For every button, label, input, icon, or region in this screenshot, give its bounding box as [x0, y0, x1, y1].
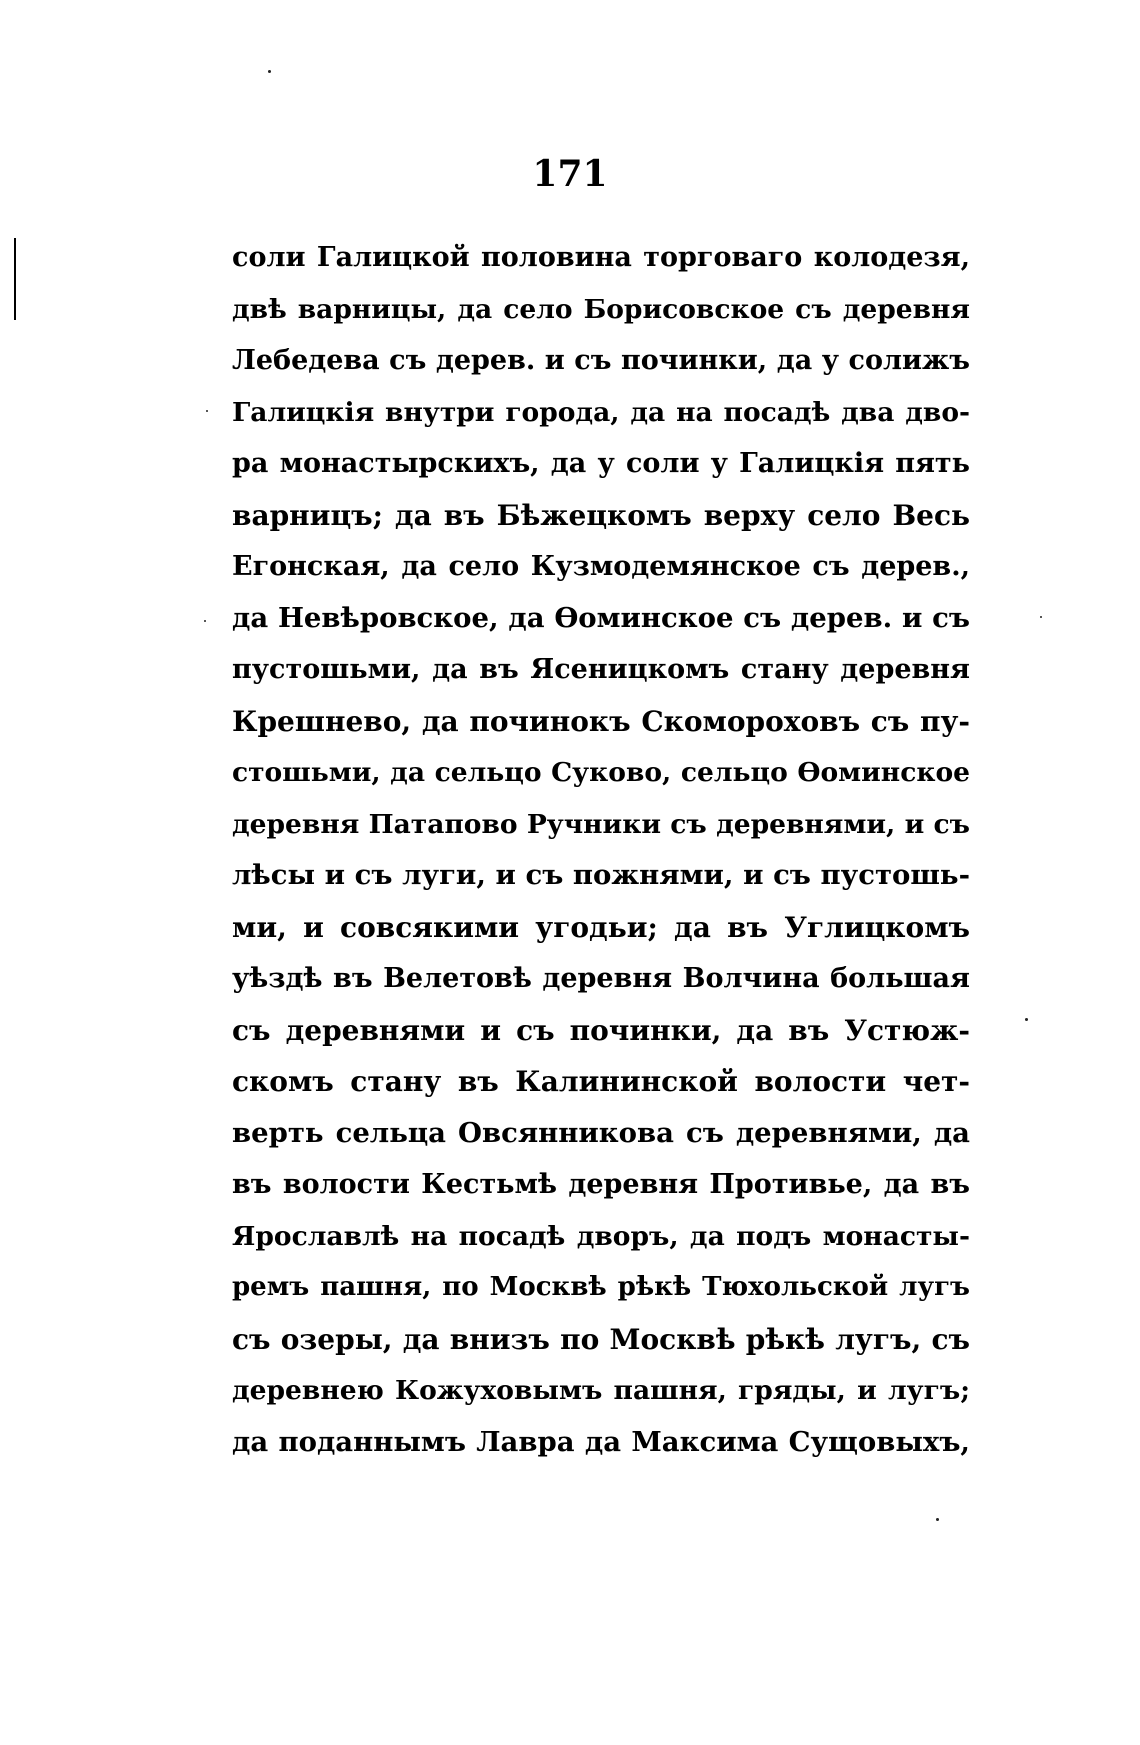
scan-margin-line: [14, 296, 16, 320]
scan-speck: [936, 1518, 939, 1521]
scan-speck: [1040, 616, 1042, 618]
text-line: двѣ варницы, да село Борисовское съ деревня: [232, 293, 970, 325]
text-line: да поданнымъ Лавра да Максима Сущовыхъ,: [232, 1425, 970, 1458]
text-line: ра монастырскихъ, да у соли у Галицкія пять: [232, 448, 970, 479]
page-number: 171: [532, 153, 608, 195]
text-line: Ярославлѣ на посадѣ дворъ, да подъ монасты-: [232, 1220, 970, 1252]
scan-speck: [204, 620, 206, 622]
scan-speck: [268, 70, 271, 73]
text-line: Галицкія внутри города, да на посадѣ два дво-: [232, 396, 970, 428]
text-line: пустошьми, да въ Ясеницкомъ стану деревня: [232, 654, 970, 685]
scan-speck: [1025, 1018, 1028, 1021]
text-line: да Невѣровское, да Ѳоминское съ дерев. и съ: [232, 601, 970, 634]
text-line: въ волости Кестьмѣ деревня Противье, да въ: [232, 1169, 970, 1200]
text-line: уѣздѣ въ Велетовѣ деревня Волчина большая: [232, 963, 970, 994]
text-line: деревня Патапово Ручники съ деревнями, и съ: [232, 808, 970, 840]
text-line: соли Галицкой половина торговаго колодезя,: [232, 242, 970, 273]
text-line: варницъ; да въ Бѣжецкомъ верху село Весь: [232, 498, 970, 532]
text-line: верть сельца Овсянникова съ деревнями, да: [232, 1116, 970, 1149]
text-line: съ озеры, да внизъ по Москвѣ рѣкѣ лугъ, съ: [232, 1322, 970, 1356]
body-text: [232, 232, 970, 1468]
text-line: ремъ пашня, по Москвѣ рѣкѣ Тюхольской лугъ: [232, 1272, 970, 1302]
text-line: скомъ стану въ Калининской волости чет-: [232, 1065, 970, 1098]
text-line: деревнею Кожуховымъ пашня, гряды, и лугъ;: [232, 1375, 970, 1406]
text-line: съ деревнями и съ починки, да въ Устюж-: [232, 1013, 970, 1047]
text-line: ми, и совсякими угодьи; да въ Углицкомъ: [232, 910, 970, 944]
text-line: Крешнево, да починокъ Скомороховъ съ пу-: [232, 704, 970, 738]
text-line: стошьми, да сельцо Суково, сельцо Ѳоминское: [232, 757, 970, 788]
scan-speck: [206, 410, 208, 412]
text-line: Лебедева съ дерев. и съ починки, да у солижъ: [232, 345, 970, 376]
text-line: лѣсы и съ луги, и съ пожнями, и съ пустошь-: [232, 859, 970, 891]
text-line: Егонская, да село Кузмодемянское съ дерев.,: [232, 551, 970, 582]
